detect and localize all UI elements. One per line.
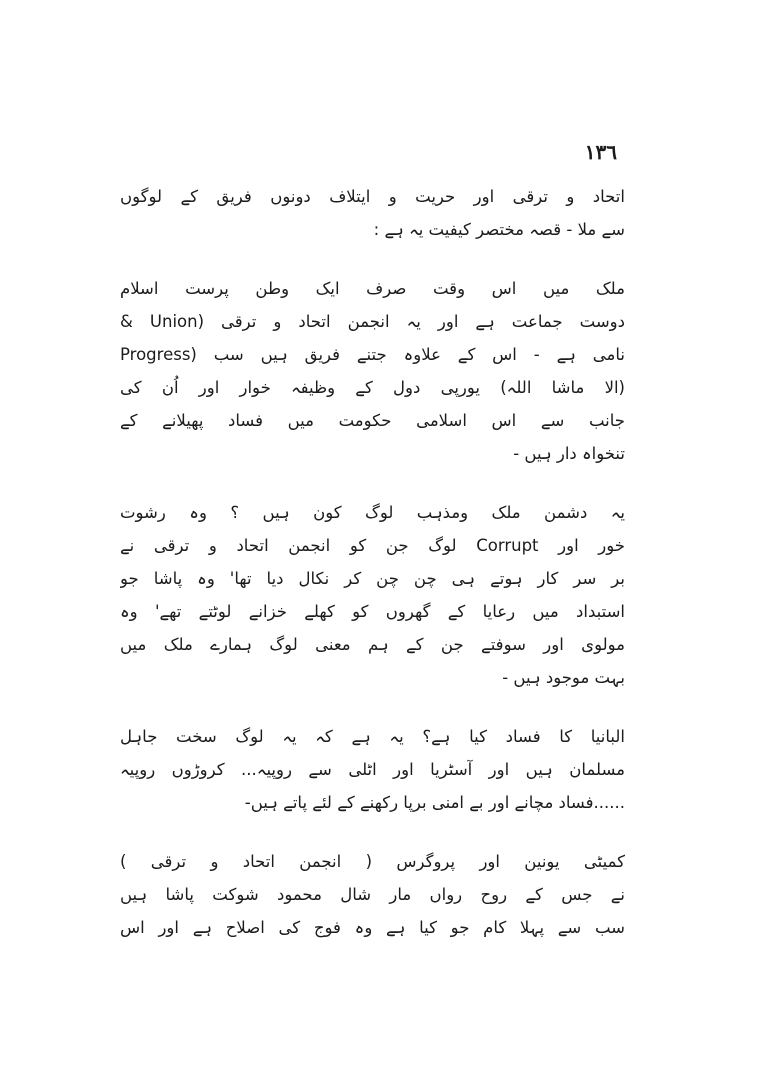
text-line: (الا ماشا اللہ) یورپی دول کے وظیفہ خوار اور اُن کی <box>120 378 625 397</box>
text-line: یہ دشمن ملک ومذہب لوگ کون ہیں ؟ وہ رشوت <box>120 503 625 522</box>
paragraph-5 <box>120 845 625 944</box>
text-line: خور اور Corrupt لوگ جن کو انجمن اتحاد و ترقی نے <box>120 536 625 555</box>
text-line: استبداد میں رعایا کے گھروں کو کھلے خزانے لوٹتے تھے' وہ <box>120 602 625 621</box>
page-number: ١٣٦ <box>584 140 617 164</box>
text-line: اتحاد و ترقی اور حریت و ایتلاف دونوں فریق کے لوگوں <box>120 187 625 206</box>
text-line: بر سر کار ہوتے ہی چن چن کر نکال دیا تھا' وہ پاشا جو <box>120 569 625 588</box>
text-line: بہت موجود ہیں - <box>502 668 625 687</box>
paragraph-4 <box>120 720 625 819</box>
text-line: البانیا کا فساد کیا ہے؟ یہ ہے کہ یہ لوگ سخت جاہل <box>120 727 625 746</box>
text-line: ملک میں اس وقت صرف ایک وطن پرست اسلام <box>120 279 625 298</box>
text-line: جانب سے اس اسلامی حکومت میں فساد پھیلانے کے <box>120 411 625 430</box>
paragraph-1 <box>120 180 625 246</box>
text-line: سے ملا - قصہ مختصر کیفیت یہ ہے : <box>373 220 625 239</box>
text-line: نے جس کے روح رواں مار شال محمود شوکت پاشا ہیں <box>120 885 625 904</box>
text-line: مولوی اور سوفتے جن کے ہم معنی لوگ ہمارے ملک میں <box>120 635 625 654</box>
text-line: تنخواہ دار ہیں - <box>513 444 625 463</box>
text-line: ......فساد مچانے اور بے امنی برپا رکھنے کے لئے پاتے ہیں- <box>244 793 625 812</box>
text-line: Progress) نامی ہے - اس کے علاوہ جتنے فریق ہیں سب <box>120 345 625 364</box>
text-line: دوست جماعت ہے اور یہ انجمن اتحاد و ترقی (Union & <box>120 312 625 331</box>
text-line: کمیٹی یونین اور پروگرس ( انجمن اتحاد و ترقی ) <box>120 852 625 871</box>
text-line: سب سے پہلا کام جو کیا ہے وہ فوج کی اصلاح ہے اور اس <box>120 918 625 937</box>
paragraph-2 <box>120 272 625 470</box>
paragraph-3 <box>120 496 625 694</box>
text-line: مسلمان ہیں اور آسٹریا اور اٹلی سے روپیہ... کروڑوں روپیہ <box>120 760 625 779</box>
page-body <box>120 180 625 970</box>
